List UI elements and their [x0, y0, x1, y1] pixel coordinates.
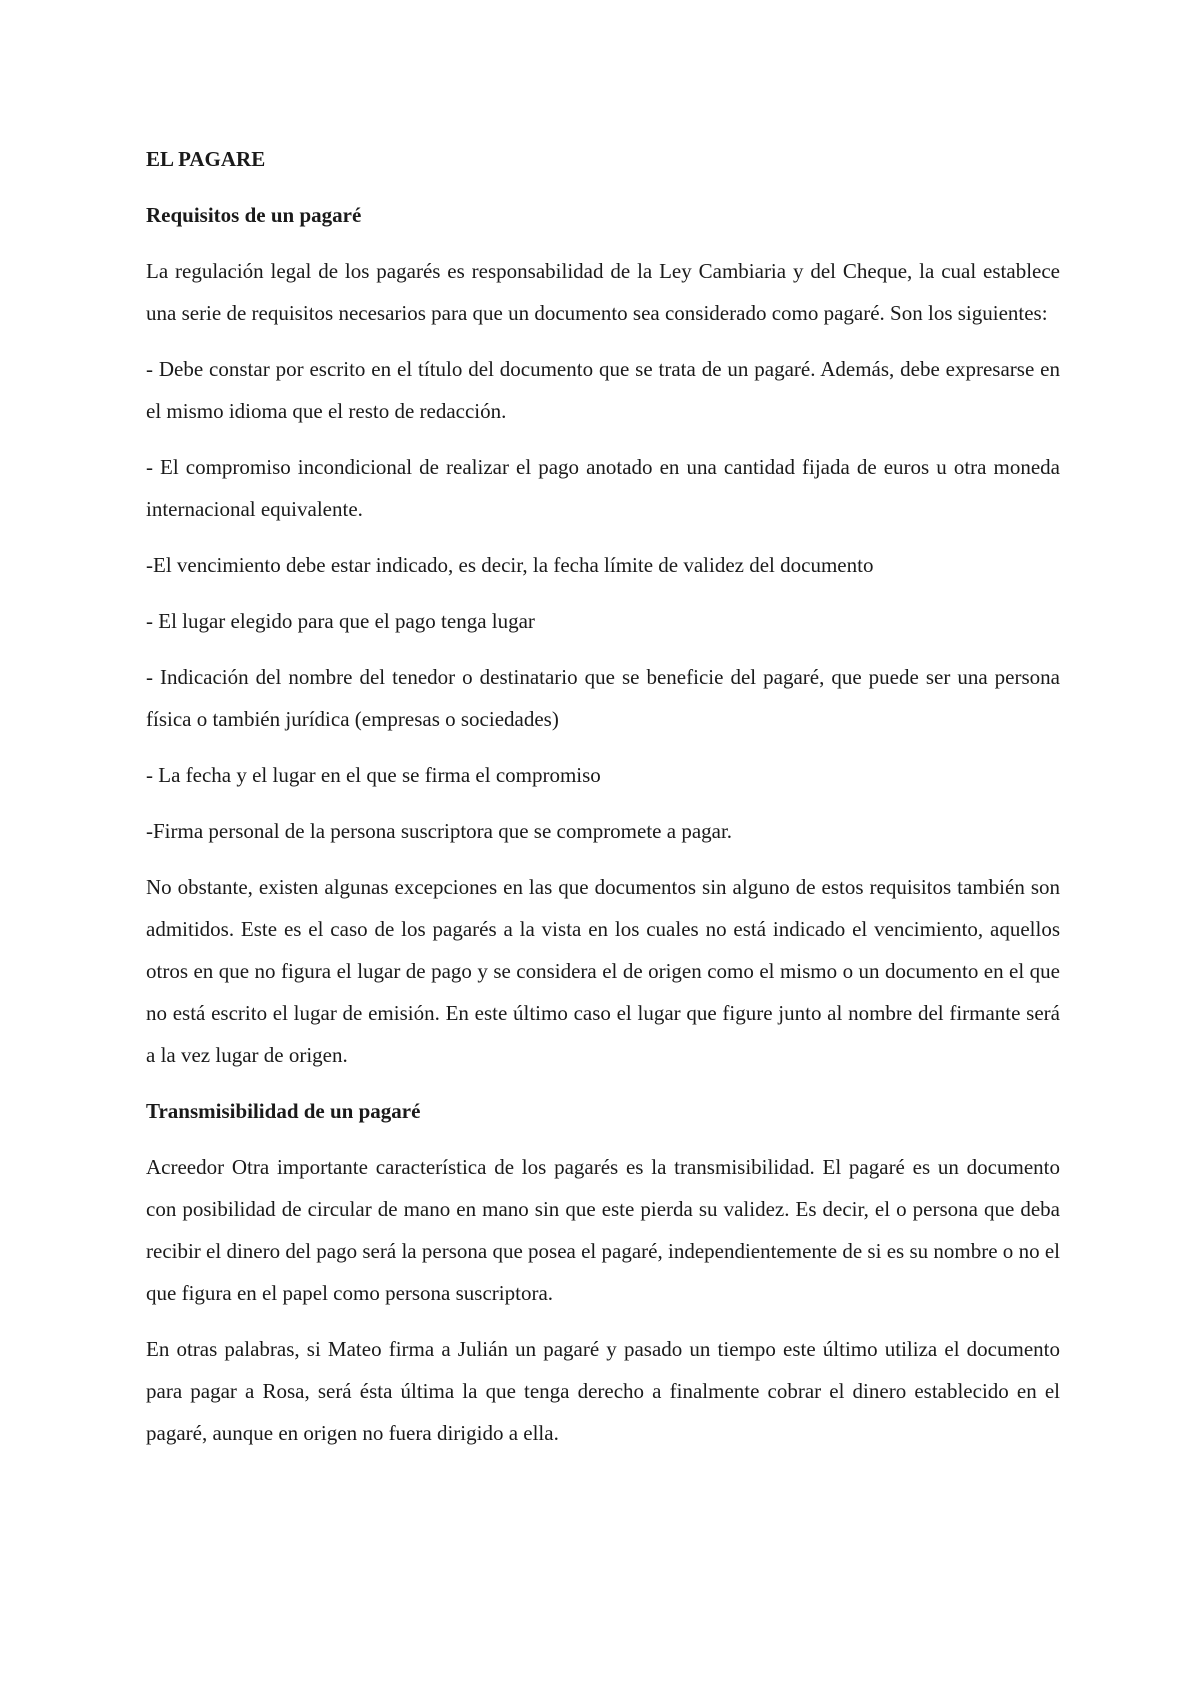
- list-item-requisito: - Indicación del nombre del tenedor o destinatario que se beneficie del pagaré, que puede ser una persona física o también jurídica (empresas o sociedades): [146, 665, 1060, 731]
- document-page: [146, 138, 1060, 1598]
- list-item-requisito: - El compromiso incondicional de realizar el pago anotado en una cantidad fijada de euros u otra moneda internacional equivalente.: [146, 455, 1060, 521]
- section-heading-requisitos: Requisitos de un pagaré: [146, 203, 362, 227]
- list-item-requisito: -Firma personal de la persona suscriptora que se compromete a pagar.: [146, 819, 733, 843]
- document-title: EL PAGARE: [146, 147, 266, 171]
- paragraph-excepciones: No obstante, existen algunas excepciones en las que documentos sin alguno de estos requisitos también son admitidos. Este es el caso de los pagarés a la vista en los cuales no está indicado el vencimiento, aquellos otros en que no figura el lugar de pago y se considera el de origen como el mismo o un documento en el que no está escrito el lugar de emisión. En este último caso el lugar que figure junto al nombre del firmante será a la vez lugar de origen.: [146, 875, 1060, 1067]
- paragraph-intro: La regulación legal de los pagarés es responsabilidad de la Ley Cambiaria y del Cheque, la cual establece una serie de requisitos necesarios para que un documento sea considerado como pagaré. Son los siguientes:: [146, 259, 1060, 325]
- list-item-requisito: - Debe constar por escrito en el título del documento que se trata de un pagaré. Además, debe expresarse en el mismo idioma que el resto de redacción.: [146, 357, 1060, 423]
- section-requisitos: [146, 194, 1060, 1076]
- paragraph-transmisibilidad: Acreedor Otra importante característica de los pagarés es la transmisibilidad. El pagaré es un documento con posibilidad de circular de mano en mano sin que este pierda su validez. Es decir, el o persona que deba recibir el dinero del pago será la persona que posea el pagaré, independientemente de si es su nombre o no el que figura en el papel como persona suscriptora.: [146, 1155, 1060, 1305]
- list-item-requisito: - El lugar elegido para que el pago tenga lugar: [146, 609, 535, 633]
- section-heading-transmisibilidad: Transmisibilidad de un pagaré: [146, 1099, 421, 1123]
- paragraph-ejemplo: En otras palabras, si Mateo firma a Julián un pagaré y pasado un tiempo este último utiliza el documento para pagar a Rosa, será ésta última la que tenga derecho a finalmente cobrar el dinero establecido en el pagaré, aunque en origen no fuera dirigido a ella.: [146, 1337, 1060, 1445]
- list-item-requisito: -El vencimiento debe estar indicado, es decir, la fecha límite de validez del documento: [146, 553, 874, 577]
- list-item-requisito: - La fecha y el lugar en el que se firma el compromiso: [146, 763, 601, 787]
- section-transmisibilidad: [146, 1090, 1060, 1454]
